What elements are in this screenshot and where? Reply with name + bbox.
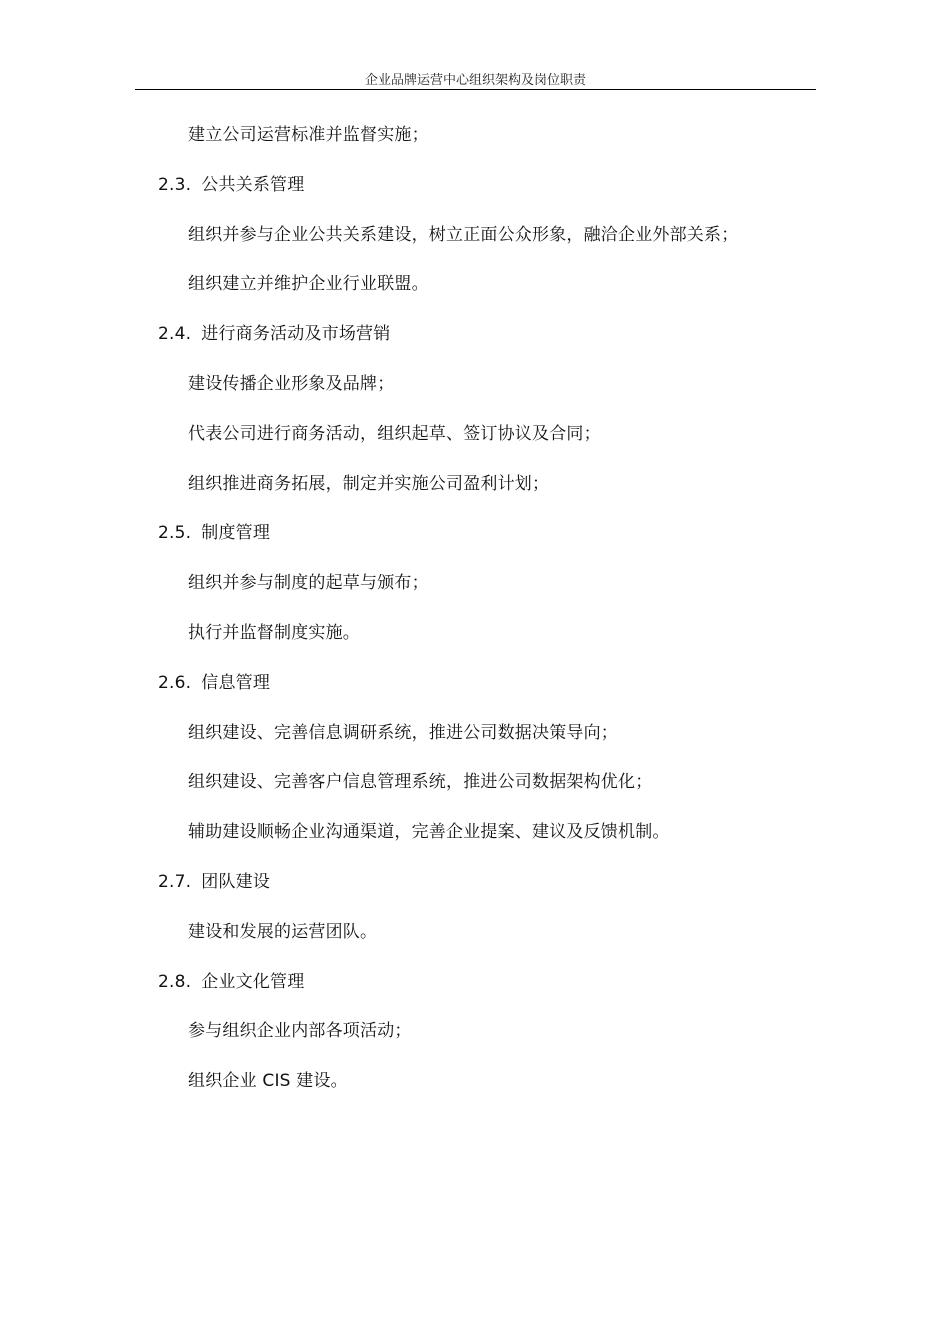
paragraph: 执行并监督制度实施。 [188,622,360,643]
section-title: 企业文化管理 [201,971,305,992]
section-heading [0,316,950,366]
paragraph: 组织推进商务拓展，制定并实施公司盈利计划； [188,473,550,494]
paragraph: 组织建设、完善客户信息管理系统，推进公司数据架构优化； [188,772,653,793]
paragraph: 组织并参与制度的起草与颁布； [188,573,429,594]
paragraph: 建设和发展的运营团队。 [188,921,378,942]
paragraph: 组织建立并维护企业行业联盟。 [188,274,429,295]
section-heading [0,515,950,565]
document-body [0,117,950,1113]
section-number: 2.7. [158,871,192,892]
section-number: 2.8. [158,971,192,992]
section-title: 信息管理 [201,672,271,693]
header-divider [135,89,816,90]
paragraph: 代表公司进行商务活动，组织起草、签订协议及合同； [188,423,601,444]
section-number: 2.5. [158,523,192,544]
page-header-title: 企业品牌运营中心组织架构及岗位职责 [364,73,586,88]
paragraph: 组织建设、完善信息调研系统，推进公司数据决策导向； [188,722,618,743]
paragraph: 建设传播企业形象及品牌； [188,373,395,394]
section-heading [0,665,950,715]
section-heading [0,167,950,217]
paragraph: 建立公司运营标准并监督实施； [188,125,429,145]
section-title: 团队建设 [201,871,271,892]
section-title: 进行商务活动及市场营销 [201,324,391,345]
section-number: 2.6. [158,672,192,693]
paragraph: 参与组织企业内部各项活动； [188,1021,412,1042]
section-heading [0,964,950,1014]
section-title: 制度管理 [201,523,271,544]
section-heading [0,864,950,914]
paragraph: 组织并参与企业公共关系建设，树立正面公众形象，融洽企业外部关系； [188,224,739,245]
paragraph: 辅助建设顺畅企业沟通渠道，完善企业提案、建议及反馈机制。 [188,822,670,843]
paragraph: 组织企业 CIS 建设。 [188,1071,348,1092]
section-number: 2.3. [158,174,192,195]
section-title: 公共关系管理 [201,174,305,195]
section-number: 2.4. [158,324,192,345]
